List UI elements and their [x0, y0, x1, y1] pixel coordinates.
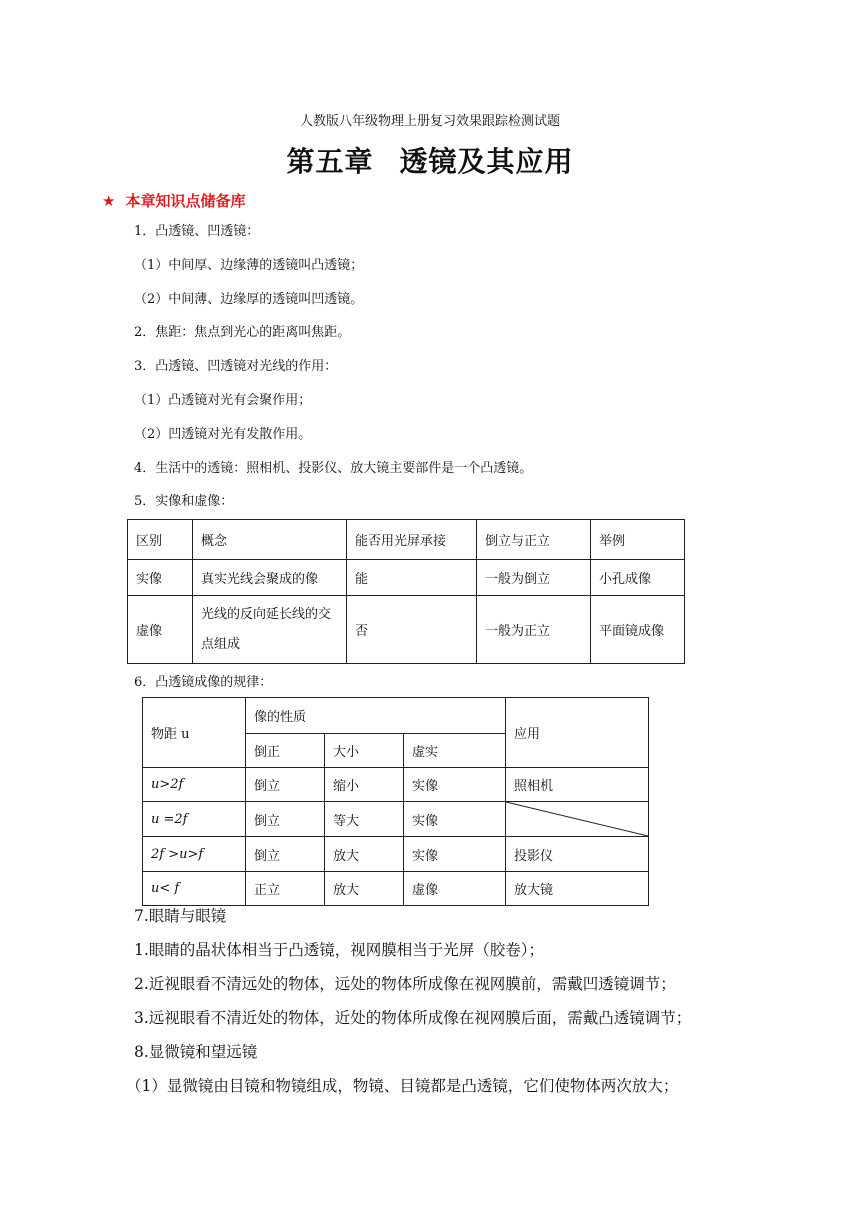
table-header-cell: 物距 u: [143, 698, 246, 768]
table-cell: 倒立: [246, 837, 325, 872]
table-cell: 光线的反向延长线的交点组成: [193, 596, 347, 664]
table-cell: 平面镜成像: [591, 596, 685, 664]
table-cell: 2f >u>f: [143, 837, 246, 872]
point-6: 6．凸透镜成像的规律：: [134, 675, 273, 690]
point-8: 8.显微镜和望远镜: [134, 1043, 258, 1061]
star-icon: ★: [102, 192, 116, 210]
table-row: [143, 802, 649, 837]
section-title: 本章知识点储备库: [125, 192, 246, 210]
table-cell: 否: [347, 596, 477, 664]
table-cell: 能: [347, 560, 477, 596]
chapter-title: [0, 140, 860, 180]
point-2: 2．焦距：焦点到光心的距离叫焦距。: [134, 325, 351, 340]
table-cell: u< f: [143, 872, 246, 906]
table-cell: 等大: [325, 802, 404, 837]
table-header-cell: 能否用光屏承接: [347, 520, 477, 560]
table-cell: u =2f: [143, 802, 246, 837]
table-header-cell: 区别: [128, 520, 193, 560]
point-5: 5．实像和虚像：: [134, 494, 234, 509]
chapter-name: 透镜及其应用: [399, 145, 574, 178]
real-virtual-image-table: [127, 519, 685, 664]
table-header-row: [128, 520, 685, 560]
table-cell: 实像: [404, 768, 506, 802]
table-cell: 投影仪: [506, 837, 649, 872]
point-3: 3．凸透镜、凹透镜对光线的作用：: [134, 359, 338, 374]
chapter-number: 第五章: [286, 145, 374, 178]
table-cell: 缩小: [325, 768, 404, 802]
table-cell: 放大: [325, 837, 404, 872]
table-cell: 虚像: [404, 872, 506, 906]
table-row: [143, 768, 649, 802]
point-8a: （1）显微镜由目镜和物镜组成，物镜、目镜都是凸透镜，它们使物体两次放大；: [126, 1077, 679, 1095]
table-cell: 放大镜: [506, 872, 649, 906]
table-cell: 实像: [404, 802, 506, 837]
point-3b: （2）凹透镜对光有发散作用。: [134, 427, 312, 442]
lens-imaging-table: [142, 697, 649, 906]
table-header-cell: 举例: [591, 520, 685, 560]
table-cell: 实像: [404, 837, 506, 872]
point-7b: 2.近视眼看不清远处的物体，远处的物体所成像在视网膜前，需戴凹透镜调节；: [134, 975, 676, 993]
table-row: [143, 872, 649, 906]
table-cell: u>2f: [143, 768, 246, 802]
table-row: [128, 560, 685, 596]
point-7: 7.眼睛与眼镜: [134, 907, 227, 925]
table-cell: 虚像: [128, 596, 193, 664]
table-header-cell: 虚实: [404, 734, 506, 768]
diagonal-empty-cell: [506, 802, 649, 837]
table-cell: 一般为倒立: [477, 560, 591, 596]
document-subtitle: 人教版八年级物理上册复习效果跟踪检测试题: [299, 114, 560, 129]
table-row: [128, 596, 685, 664]
point-7a: 1.眼睛的晶状体相当于凸透镜，视网膜相当于光屏（胶卷）；: [134, 941, 545, 959]
table-cell: 一般为正立: [477, 596, 591, 664]
table-header-cell: 像的性质: [246, 698, 506, 734]
diagonal-line: [506, 802, 648, 836]
table-header-cell: 应用: [506, 698, 649, 768]
section-heading: [102, 190, 245, 211]
table-cell: 倒立: [246, 802, 325, 837]
point-1a: （1）中间厚、边缘薄的透镜叫凸透镜；: [134, 258, 364, 273]
point-1: 1．凸透镜、凹透镜：: [134, 224, 260, 239]
table-row: [143, 837, 649, 872]
table-cell: 真实光线会聚成的像: [193, 560, 347, 596]
table-cell: 倒立: [246, 768, 325, 802]
table-cell: 照相机: [506, 768, 649, 802]
table-header-row: [143, 698, 649, 734]
table-cell: 实像: [128, 560, 193, 596]
table-cell: 正立: [246, 872, 325, 906]
table-header-cell: 倒正: [246, 734, 325, 768]
table-cell: 小孔成像: [591, 560, 685, 596]
table-header-cell: 倒立与正立: [477, 520, 591, 560]
point-7c: 3.远视眼看不清近处的物体，近处的物体所成像在视网膜后面，需戴凸透镜调节；: [134, 1009, 692, 1027]
table-header-cell: 概念: [193, 520, 347, 560]
point-4: 4．生活中的透镜：照相机、投影仪、放大镜主要部件是一个凸透镜。: [134, 461, 533, 476]
point-1b: （2）中间薄、边缘厚的透镜叫凹透镜。: [134, 292, 364, 307]
point-3a: （1）凸透镜对光有会聚作用；: [134, 393, 312, 408]
table-header-cell: 大小: [325, 734, 404, 768]
table-cell: 放大: [325, 872, 404, 906]
